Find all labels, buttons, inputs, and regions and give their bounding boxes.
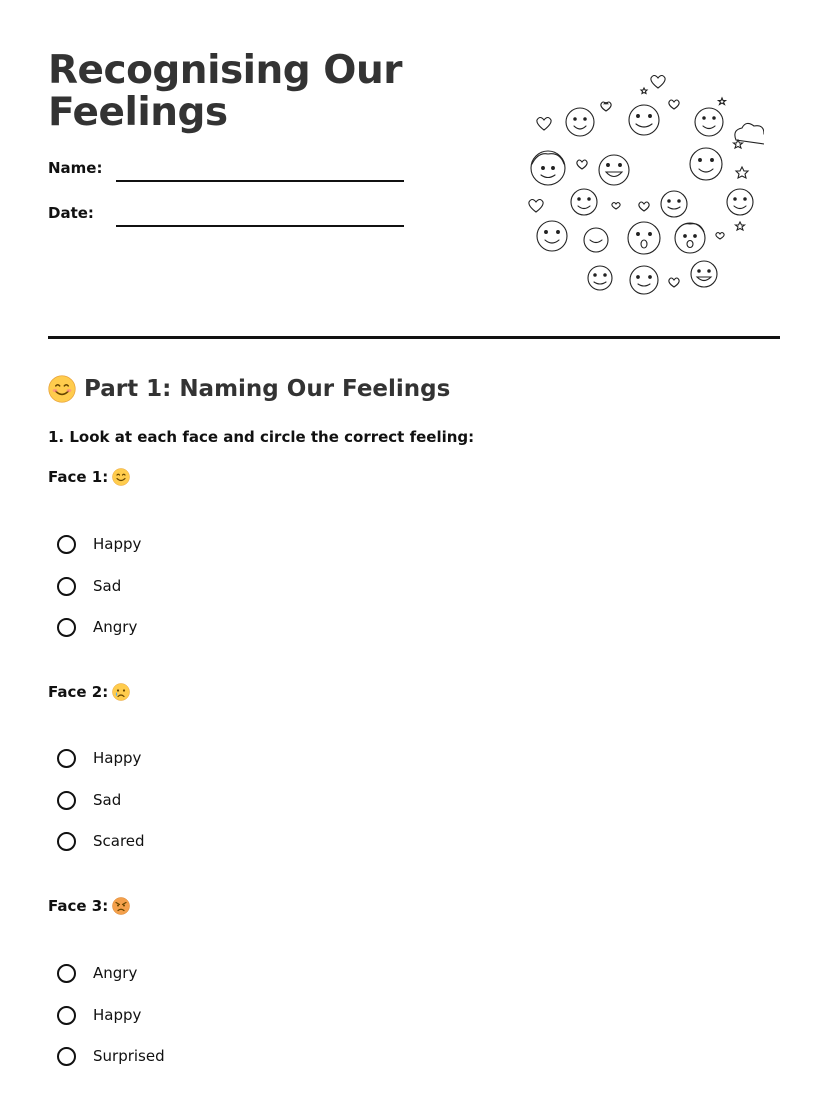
radio-circle[interactable] (57, 791, 76, 810)
radio-circle[interactable] (57, 1047, 76, 1066)
radio-circle[interactable] (57, 964, 76, 983)
doodle-stars (641, 88, 748, 230)
option-label: Angry (93, 964, 138, 982)
radio-circle[interactable] (57, 535, 76, 554)
doodle-face (566, 108, 594, 136)
doodle-face (690, 148, 722, 180)
doodle-face (537, 221, 567, 251)
doodle-face (691, 261, 717, 287)
angry-face-icon (112, 897, 130, 915)
date-field[interactable] (116, 225, 404, 227)
face-3-option-surprised[interactable] (57, 1044, 165, 1068)
face-1-label (48, 468, 130, 486)
face-2-option-scared[interactable] (57, 829, 145, 853)
doodle-cloud (735, 123, 764, 144)
face-3-label (48, 897, 130, 915)
doodle-face (571, 189, 597, 215)
face-1-option-happy[interactable] (57, 532, 141, 556)
face-2-label (48, 683, 130, 701)
name-label: Name: (48, 159, 103, 177)
option-label: Angry (93, 618, 138, 636)
face-3-option-angry[interactable] (57, 961, 137, 985)
date-label: Date: (48, 204, 94, 222)
option-label: Scared (93, 832, 145, 850)
name-field[interactable] (116, 180, 404, 182)
doodle-face (584, 228, 608, 252)
face-1-option-angry[interactable] (57, 615, 137, 639)
face-1-option-sad[interactable] (57, 574, 121, 598)
feelings-faces-illustration (524, 68, 764, 298)
face-2-option-sad[interactable] (57, 788, 121, 812)
radio-circle[interactable] (57, 577, 76, 596)
doodle-face (661, 191, 687, 217)
option-label: Surprised (93, 1047, 165, 1065)
radio-circle[interactable] (57, 1006, 76, 1025)
radio-circle[interactable] (57, 618, 76, 637)
part1-heading (48, 372, 450, 406)
doodle-face (675, 223, 705, 253)
option-label: Sad (93, 791, 122, 809)
doodle-face (629, 105, 659, 135)
option-label: Happy (93, 1006, 142, 1024)
doodle-face (599, 155, 629, 185)
radio-circle[interactable] (57, 832, 76, 851)
face-3-label-text: Face 3: (48, 897, 109, 915)
section-divider (48, 336, 780, 339)
question-1-instruction: 1. Look at each face and circle the correct feeling: (48, 428, 475, 446)
doodle-face (695, 108, 723, 136)
option-label: Sad (93, 577, 122, 595)
option-label: Happy (93, 535, 142, 553)
face-2-label-text: Face 2: (48, 683, 109, 701)
doodle-face (630, 266, 658, 294)
face-3-option-happy[interactable] (57, 1003, 141, 1027)
smiling-face-icon (112, 468, 130, 486)
doodle-face (588, 266, 612, 290)
doodle-face (628, 222, 660, 254)
crying-face-icon (112, 683, 130, 701)
face-1-label-text: Face 1: (48, 468, 109, 486)
worksheet-title: Recognising Our Feelings (48, 48, 402, 135)
smiling-face-icon (48, 375, 76, 403)
face-2-option-happy[interactable] (57, 746, 141, 770)
radio-circle[interactable] (57, 749, 76, 768)
option-label: Happy (93, 749, 142, 767)
doodle-face (531, 151, 565, 185)
doodle-face (727, 189, 753, 215)
part1-heading-text: Part 1: Naming Our Feelings (84, 376, 451, 402)
